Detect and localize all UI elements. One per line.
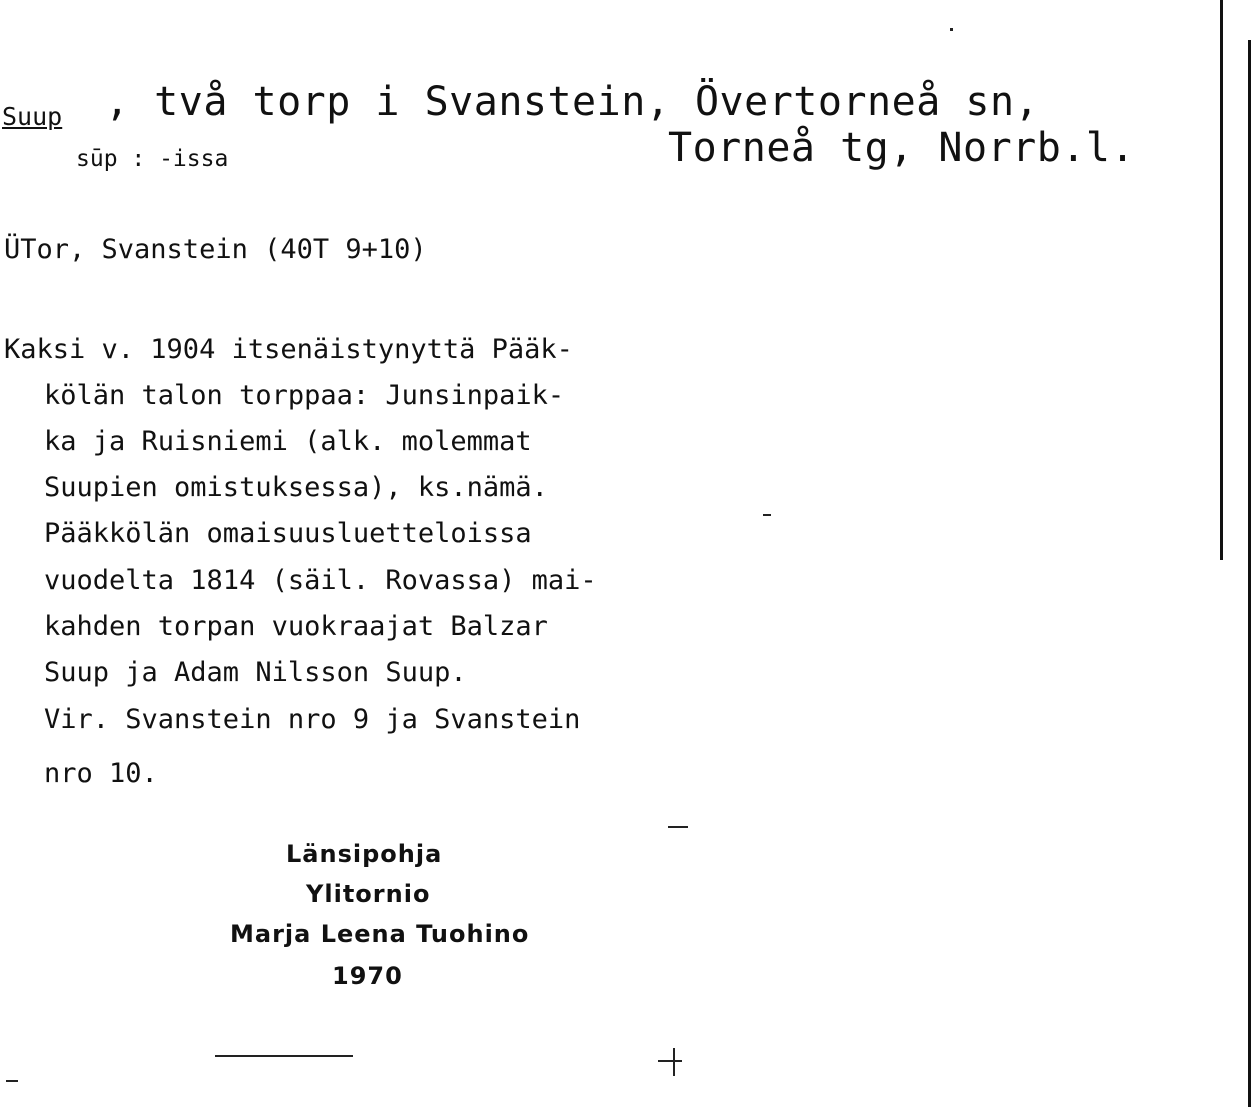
body-line: Vir. Svanstein nro 9 ja Svanstein xyxy=(44,704,581,735)
card-right-edge-lower xyxy=(1248,40,1251,1107)
reference-line: ÜTor, Svanstein (40T 9+10) xyxy=(4,234,427,265)
headword: Suup xyxy=(2,102,63,131)
scan-mark xyxy=(668,826,688,828)
pronunciation: sūp : -issa xyxy=(76,146,229,172)
body-line: kölän talon torppaa: Junsinpaik- xyxy=(44,380,565,411)
stamp-collector: Marja Leena Tuohino xyxy=(230,920,530,948)
body-line: Suup ja Adam Nilsson Suup. xyxy=(44,657,467,688)
body-line: Suupien omistuksessa), ks.nämä. xyxy=(44,472,548,503)
title-line-1: , två torp i Svanstein, Övertorneå sn, xyxy=(105,79,1040,125)
body-line: vuodelta 1814 (säil. Rovassa) mai- xyxy=(44,565,597,596)
scan-mark xyxy=(658,1060,682,1062)
body-line: nro 10. xyxy=(44,758,158,789)
body-line: Kaksi v. 1904 itsenäistynyttä Pääk- xyxy=(4,334,573,365)
body-line: Pääkkölän omaisuusluetteloissa xyxy=(44,518,532,549)
scan-mark xyxy=(673,1048,675,1076)
stamp-year: 1970 xyxy=(332,962,403,990)
body-line: ka ja Ruisniemi (alk. molemmat xyxy=(44,426,532,457)
scan-mark xyxy=(950,28,953,31)
stamp-region: Länsipohja xyxy=(286,840,443,868)
card-right-edge xyxy=(1220,0,1223,560)
title-line-2: Torneå tg, Norrb.l. xyxy=(668,125,1136,171)
stamp-place: Ylitornio xyxy=(306,880,431,908)
scan-mark xyxy=(6,1080,18,1082)
body-line: kahden torpan vuokraajat Balzar xyxy=(44,611,548,642)
scan-mark xyxy=(763,514,771,516)
scan-mark xyxy=(215,1055,353,1057)
